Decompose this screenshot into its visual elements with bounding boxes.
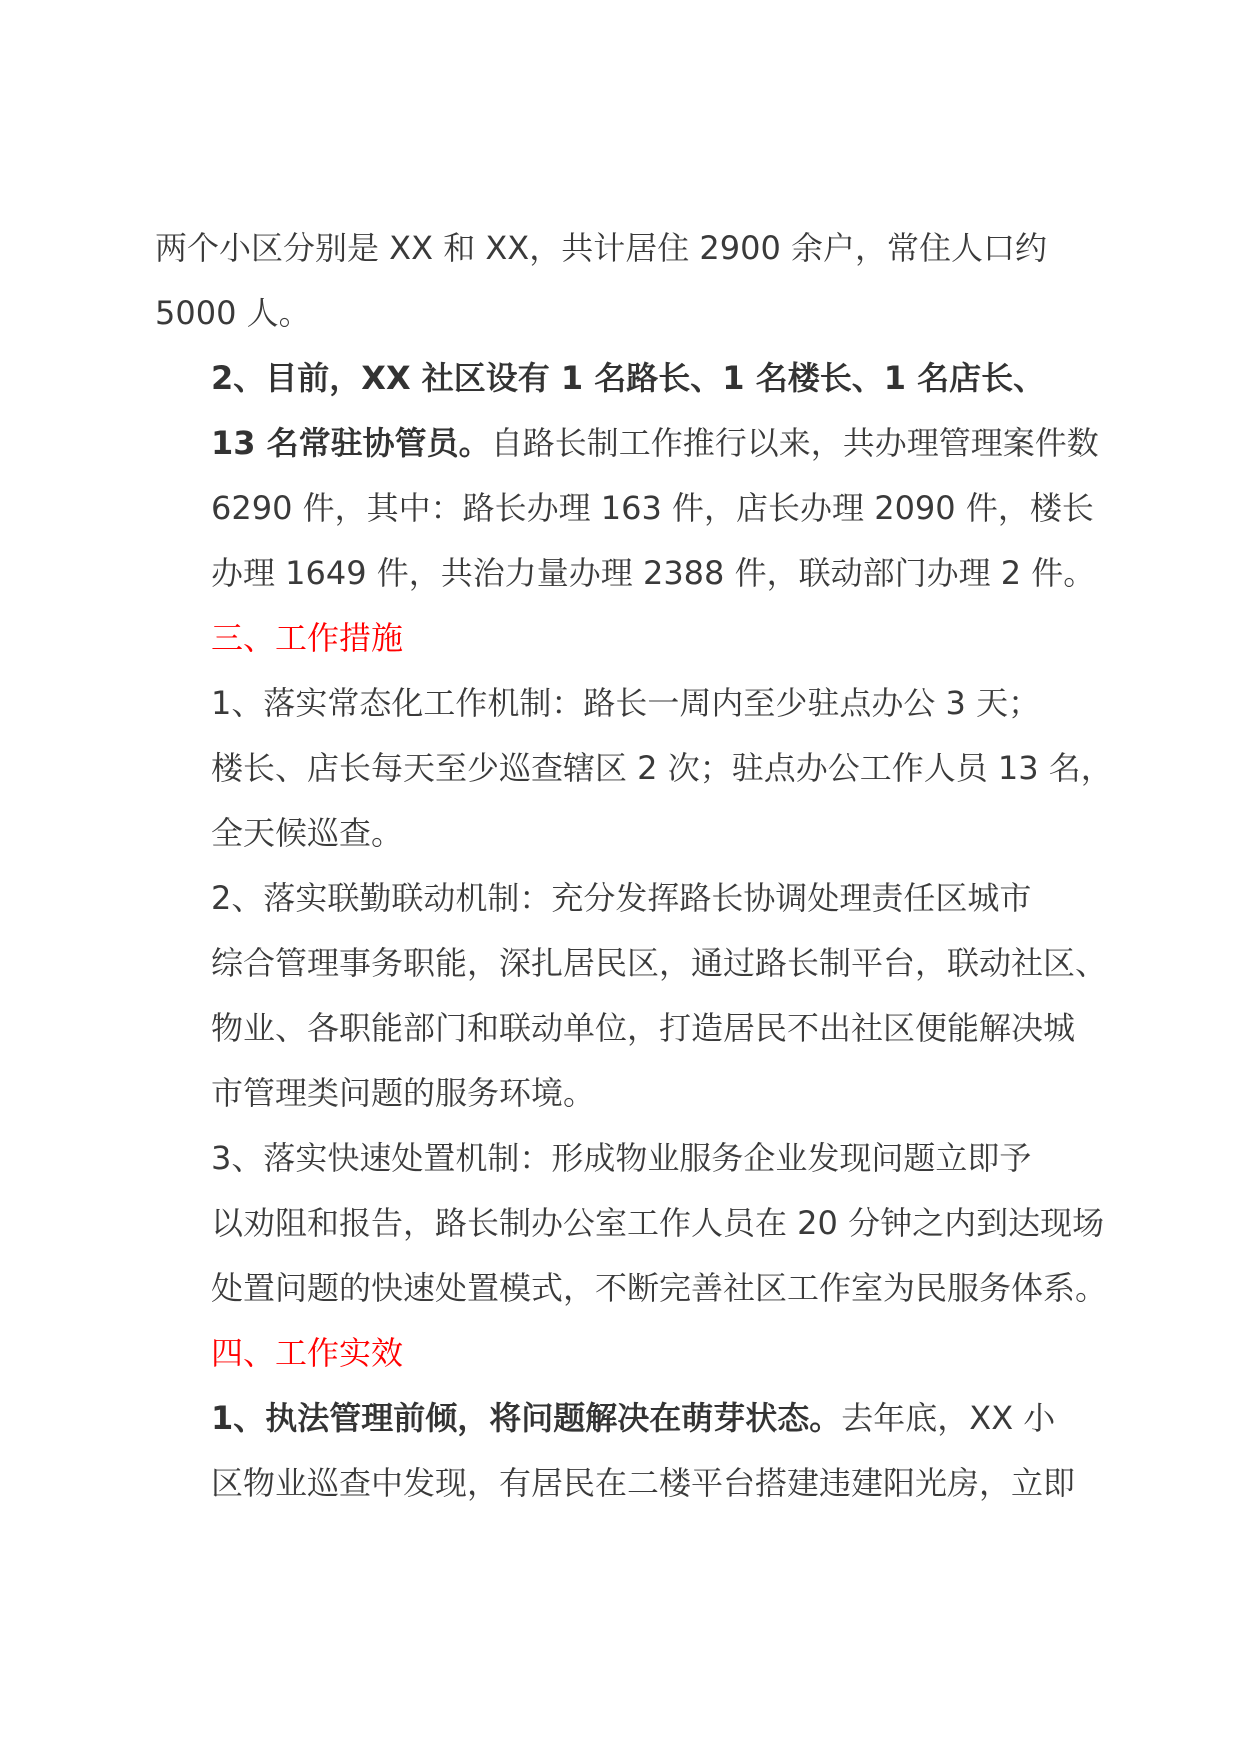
section-heading-results: 四、工作实效 xyxy=(211,1334,404,1372)
text-line: 楼长、店长每天至少巡查辖区 2 次；驻点办公工作人员 13 名， xyxy=(211,749,1113,787)
paragraph-measure-3 xyxy=(155,1126,1108,1321)
text-line: 区物业巡查中发现，有居民在二楼平台搭建违建阳光房，立即 xyxy=(211,1464,1076,1502)
text-line xyxy=(155,411,1099,476)
paragraph-result-1 xyxy=(155,1386,1095,1516)
paragraph-community-overview xyxy=(155,216,1095,346)
text-line: 两个小区分别是 XX 和 XX，共计居住 2900 余户，常住人口约 xyxy=(155,229,1047,267)
paragraph-measure-2 xyxy=(155,866,1108,1126)
text-line: 处置问题的快速处置模式，不断完善社区工作室为民服务体系。 xyxy=(211,1269,1108,1307)
text-line xyxy=(155,1386,1095,1451)
text-line: 3、落实快速处置机制：形成物业服务企业发现问题立即予 xyxy=(211,1139,1032,1177)
text-line: 6290 件，其中：路长办理 163 件，店长办理 2090 件，楼长 xyxy=(211,489,1094,527)
text-line: 办理 1649 件，共治力量办理 2388 件，联动部门办理 2 件。 xyxy=(211,554,1096,592)
section-heading-measures: 三、工作措施 xyxy=(211,619,404,657)
text-line: 以劝阻和报告，路长制办公室工作人员在 20 分钟之内到达现场 xyxy=(211,1204,1105,1242)
text-line: 全天候巡查。 xyxy=(211,814,404,852)
text-line: 物业、各职能部门和联动单位，打造居民不出社区便能解决城 xyxy=(211,1009,1076,1047)
text-line: 市管理类问题的服务环境。 xyxy=(211,1074,596,1112)
document-body xyxy=(155,216,1113,1516)
text-line: 综合管理事务职能，深扎居民区，通过路长制平台，联动社区、 xyxy=(211,944,1108,982)
bold-lead-text: 2、目前，XX 社区设有 1 名路长、1 名楼长、1 名店长、 xyxy=(211,359,1046,397)
text-line: 1、落实常态化工作机制：路长一周内至少驻点办公 3 天； xyxy=(211,684,1041,722)
text-span: 自路长制工作推行以来，共办理管理案件数 xyxy=(490,424,1099,462)
text-line: 2、落实联勤联动机制：充分发挥路长协调处理责任区城市 xyxy=(211,879,1032,917)
text-line: 5000 人。 xyxy=(155,294,311,332)
text-span: 去年底，XX 小 xyxy=(841,1399,1056,1437)
bold-lead-text: 13 名常驻协管员。 xyxy=(211,424,491,462)
paragraph-measure-1 xyxy=(155,671,1113,866)
paragraph-staffing xyxy=(155,346,1099,606)
bold-lead-text: 1、执法管理前倾，将问题解决在萌芽状态。 xyxy=(211,1399,842,1437)
